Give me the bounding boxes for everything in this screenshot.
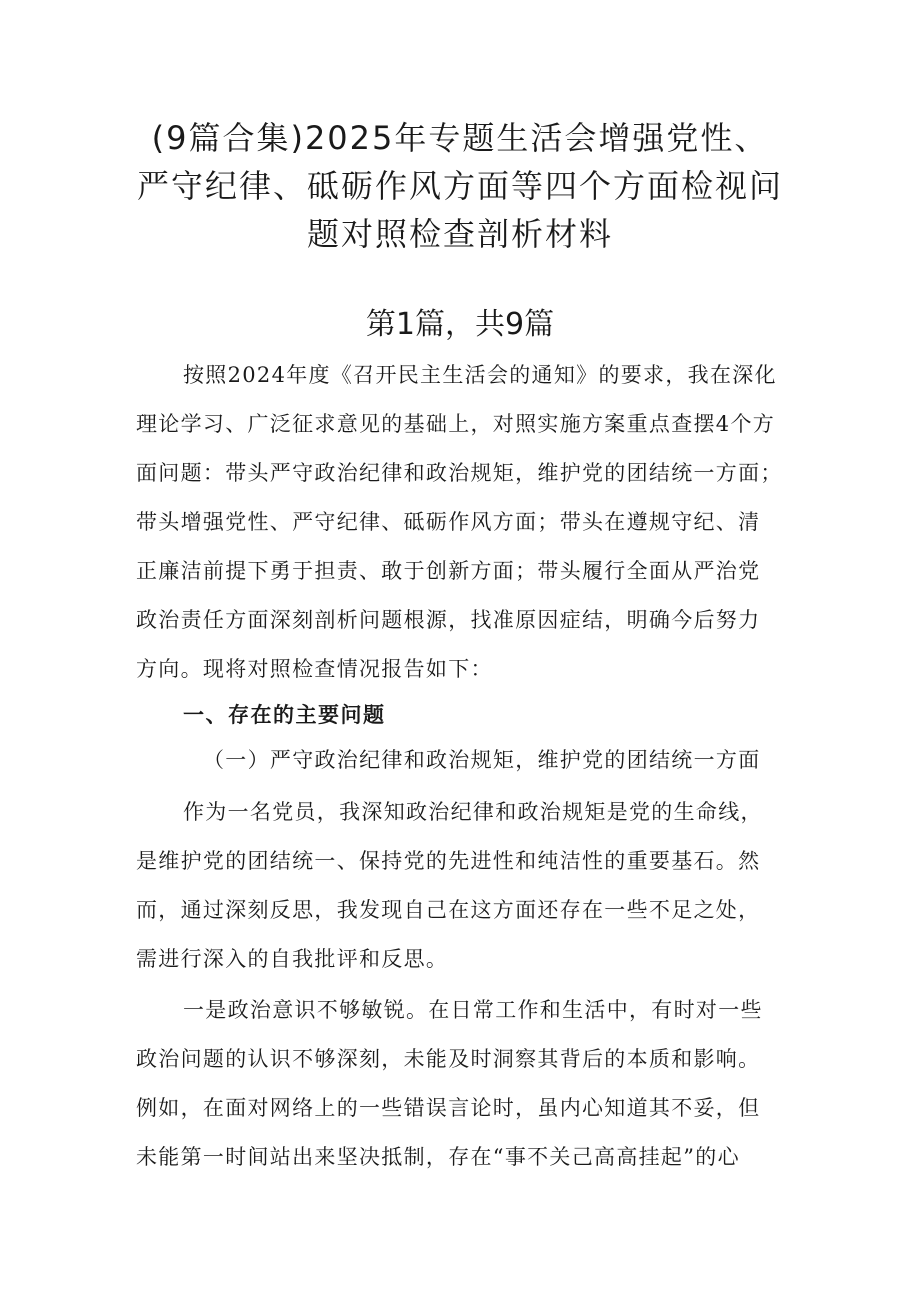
intro-line-1: 按照2024年度《召开民主生活会的通知》的要求，我在深化: [183, 363, 777, 387]
intro-line-5: 正廉洁前提下勇于担责、敢于创新方面；带头履行全面从严治党: [136, 559, 761, 583]
document-title-line-2: 严守纪律、砥砺作风方面等四个方面检视问: [136, 167, 783, 205]
intro-line-3: 面问题：带头严守政治纪律和政治规矩，维护党的团结统一方面；: [136, 461, 783, 485]
intro-line-4: 带头增强党性、严守纪律、砥砺作风方面；带头在遵规守纪、清: [136, 510, 761, 534]
para2-line-1: 一是政治意识不够敏锐。在日常工作和生活中，有时对一些: [183, 998, 763, 1022]
para2-line-2: 政治问题的认识不够深刻，未能及时洞察其背后的本质和影响。: [136, 1047, 761, 1071]
para1-line-2: 是维护党的团结统一、保持党的先进性和纯洁性的重要基石。然: [136, 849, 761, 873]
para2-line-3: 例如，在面对网络上的一些错误言论时，虽内心知道其不妥，但: [136, 1096, 761, 1120]
para1-line-1: 作为一名党员，我深知政治纪律和政治规矩是党的生命线，: [183, 800, 763, 824]
section-heading: 一、存在的主要问题: [183, 703, 386, 727]
intro-line-2: 理论学习、广泛征求意见的基础上，对照实施方案重点查摆4个方: [136, 412, 776, 436]
document-subtitle: 第1篇，共9篇: [365, 307, 555, 342]
intro-line-6: 政治责任方面深刻剖析问题根源，找准原因症结，明确今后努力: [136, 608, 761, 632]
para1-line-4: 需进行深入的自我批评和反思。: [136, 947, 449, 971]
para1-line-3: 而，通过深刻反思，我发现自己在这方面还存在一些不足之处，: [136, 898, 761, 922]
para2-line-4: 未能第一时间站出来坚决抵制，存在“事不关己高高挂起”的心: [136, 1145, 740, 1169]
document-title-line-3: 题对照检查剖析材料: [306, 215, 613, 253]
sub-heading: （一）严守政治纪律和政治规矩，维护党的团结统一方面: [203, 748, 761, 772]
document-title-line-1: (9篇合集)2025年专题生活会增强党性、: [151, 119, 769, 157]
intro-line-7: 方向。现将对照检查情况报告如下：: [136, 657, 493, 681]
